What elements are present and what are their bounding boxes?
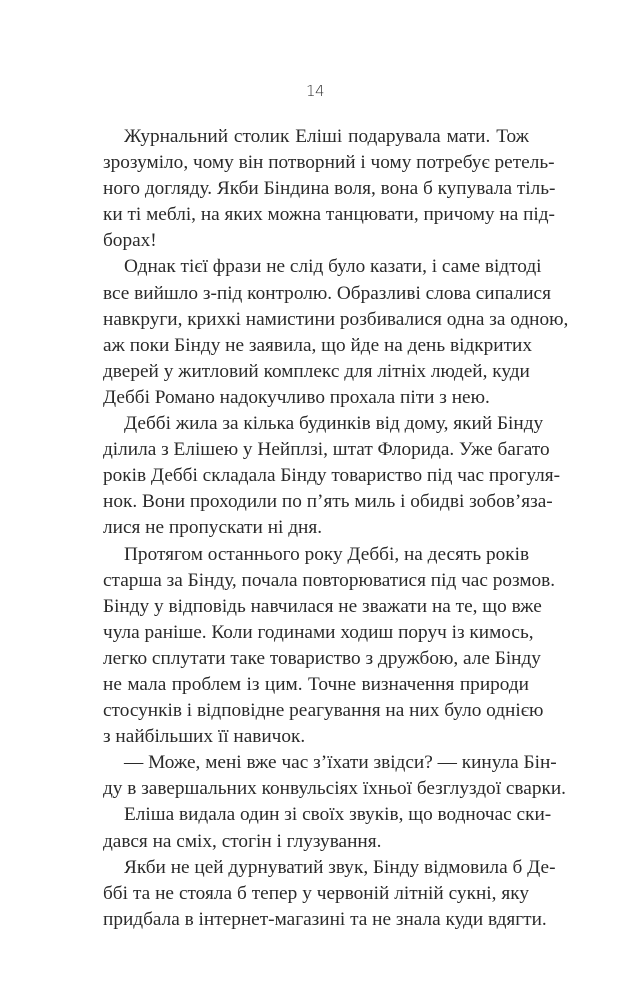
text-line: з найбільших її навичок. xyxy=(103,726,306,748)
paragraph xyxy=(103,124,556,254)
text-line: нок. Вони проходили по п’ять миль і обидві зобов’язa- xyxy=(103,491,553,513)
text-line: Деббі жила за кілька будинків від дому, який Бінду xyxy=(124,413,544,435)
text-line: старша за Бінду, почала повторюватися під час розмов. xyxy=(103,569,556,591)
text-line: не мала проблем із цим. Точне визначення природи xyxy=(103,673,529,695)
text-line: дверей у житловий комплекс для літніх людей, куди xyxy=(103,360,530,382)
text-line: Однак тієї фрази не слід було казати, і саме відтоді xyxy=(124,256,542,278)
paragraph xyxy=(103,750,566,802)
page-number: 14 xyxy=(305,82,325,100)
text-line: Еліша видала один зі своїх звуків, що водночас ски- xyxy=(124,804,552,826)
text-line: Якби не цей дурнуватий звук, Бінду відмовила б Де- xyxy=(124,856,556,878)
text-line: чула раніше. Коли годинами ходиш поруч із кимось, xyxy=(103,621,534,643)
text-line: ділила з Елішею у Нейплзі, штат Флорида. Уже багато xyxy=(103,439,550,461)
paragraph xyxy=(103,542,556,751)
paragraph xyxy=(103,802,552,854)
text-line: все вийшло з-під контролю. Образливі слова сипалися xyxy=(103,282,551,304)
text-line: стосунків і відповідне реагування на них було однією xyxy=(103,700,544,722)
text-line: ного догляду. Якби Біндина воля, вона б купувала тіль- xyxy=(103,178,556,200)
text-line: — Може, мені вже час з’їхати звідси? — кинула Бін- xyxy=(124,752,557,774)
text-line: Протягом останнього року Деббі, на десять років xyxy=(124,543,530,565)
text-line: борах! xyxy=(103,230,157,252)
text-line: Журнальний столик Еліші подарувала мати. Тож xyxy=(124,126,529,147)
text-line: легко сплутати таке товариство з дружбою, але Бінду xyxy=(103,647,541,669)
text-line: років Деббі складала Бінду товариство під час прогуля- xyxy=(103,465,561,487)
body-text xyxy=(103,124,569,933)
text-line: аж поки Бінду не заявила, що йде на день відкритих xyxy=(103,334,532,356)
text-line: навкруги, крихкі намистини розбивалися одна за одною, xyxy=(103,308,569,330)
paragraph xyxy=(103,855,556,933)
paragraph xyxy=(103,411,561,541)
text-line: зрозуміло, чому він потворний і чому потребує ретель- xyxy=(103,152,555,174)
text-line: Бінду у відповідь навчилася не зважати на те, що вже xyxy=(103,595,542,617)
text-line: придбала в інтернет-магазині та не знала куди вдягти. xyxy=(103,908,547,930)
text-line: ббі та не стояла б тепер у червоній літній сукні, яку xyxy=(103,882,529,904)
text-line: дався на сміх, стогін і глузування. xyxy=(103,830,382,852)
text-line: ду в завершальних конвульсіях їхньої безглуздої сварки. xyxy=(103,778,566,800)
text-line: ки ті меблі, на яких можна танцювати, причому на під- xyxy=(103,204,555,226)
text-line: Деббі Романо надокучливо прохала піти з нею. xyxy=(103,386,490,408)
text-line: лися не пропускати ні дня. xyxy=(103,517,323,539)
paragraph xyxy=(103,254,569,411)
